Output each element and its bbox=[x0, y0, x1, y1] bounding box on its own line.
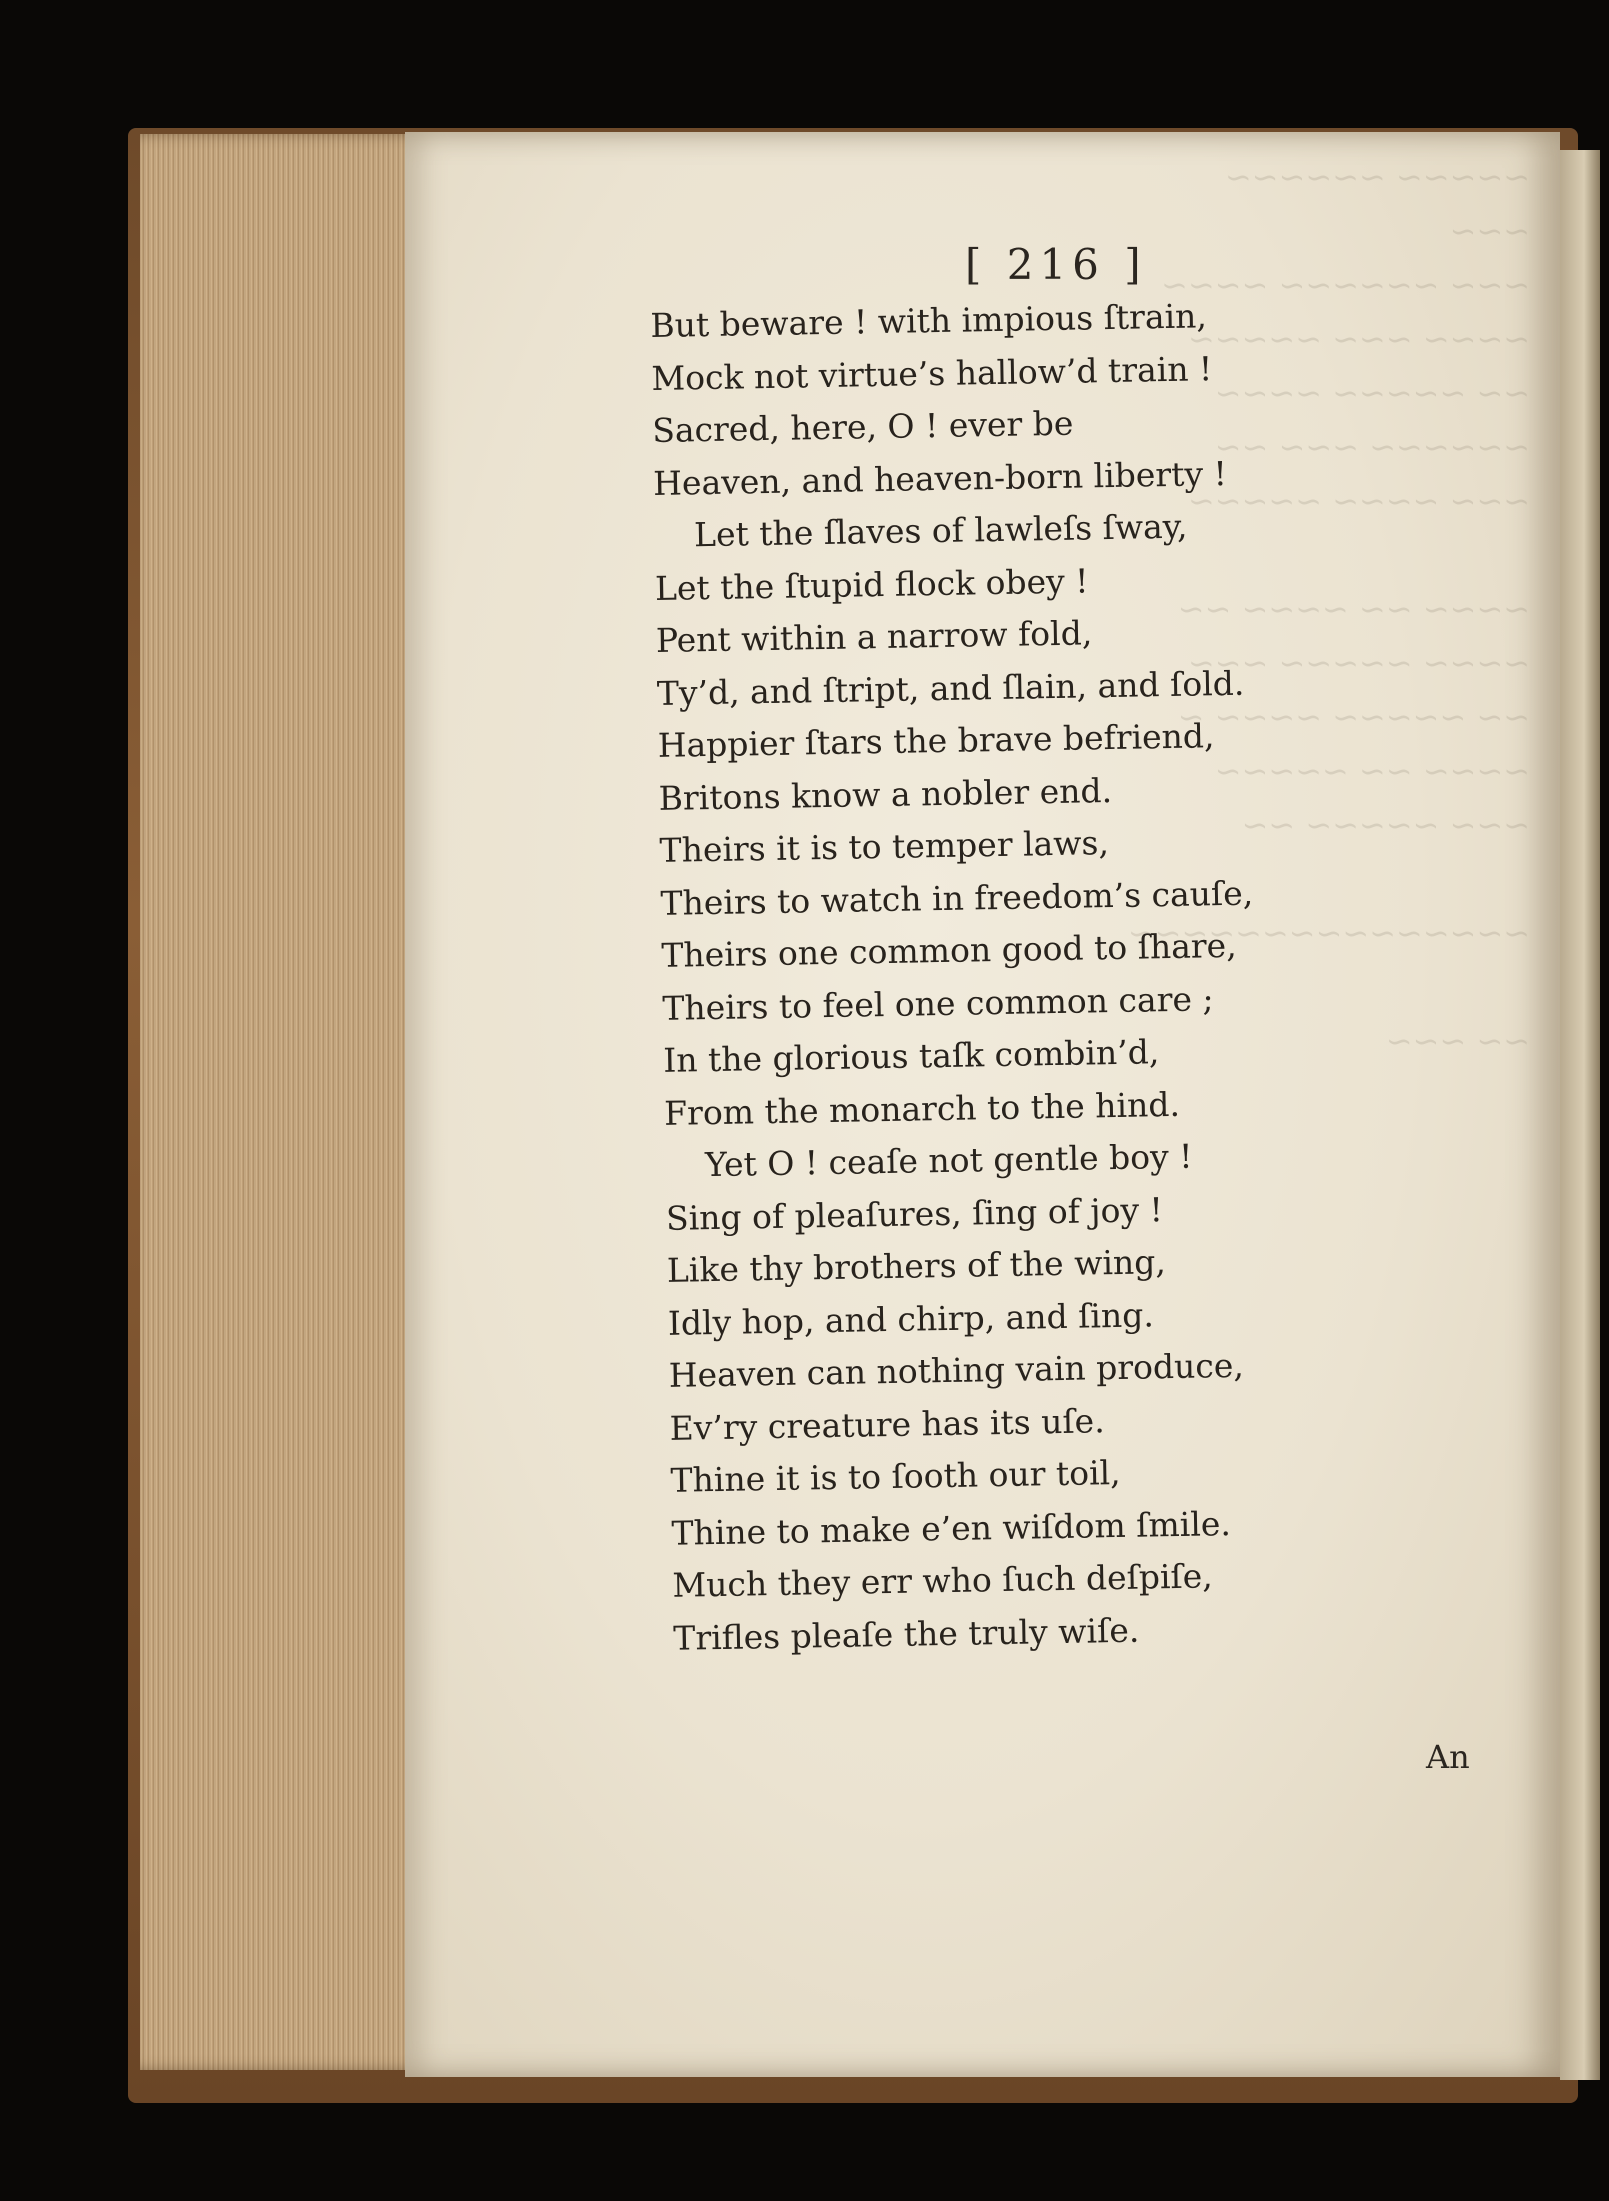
poem-line: Idly hop, and chirp, and ſing. bbox=[667, 1294, 1155, 1343]
facing-page-edge bbox=[1560, 150, 1600, 2080]
poem-line: Heaven, and heaven-born liberty ! bbox=[652, 453, 1228, 503]
poem-line: Happier ſtars the brave befriend, bbox=[657, 716, 1215, 765]
poem-line: Much they err who ſuch deſpiſe, bbox=[672, 1556, 1214, 1605]
poem-line: Heaven can nothing vain produce, bbox=[668, 1345, 1245, 1395]
poem-line: Theirs to watch in freedom’s cauſe, bbox=[660, 873, 1254, 923]
page-edges bbox=[140, 134, 445, 2070]
poem-line: Theirs to feel one common care ; bbox=[662, 978, 1214, 1028]
poem-line: Like thy brothers of the wing, bbox=[666, 1242, 1167, 1290]
poem-line: Theirs one common good to ſhare, bbox=[661, 925, 1237, 975]
poem-line: Yet O ! ceaſe not gentle boy ! bbox=[704, 1136, 1193, 1185]
catchword: An bbox=[1426, 1738, 1470, 1776]
poem-line: Ty’d, and ſtript, and ſlain, and ſold. bbox=[656, 663, 1245, 713]
poem-line: Trifles pleaſe the truly wiſe. bbox=[673, 1610, 1140, 1658]
poem-line: Mock not virtue’s hallow’d train ! bbox=[651, 348, 1213, 398]
poem-text bbox=[650, 289, 1314, 1665]
poem-line: Sing of pleaſures, ſing of joy ! bbox=[665, 1189, 1164, 1238]
poem-line: Theirs it is to temper laws, bbox=[659, 823, 1110, 870]
poem-line: But beware ! with impious ſtrain, bbox=[650, 296, 1208, 345]
poem-line: Pent within a narrow fold, bbox=[655, 613, 1093, 660]
poem-line: Let the ſlaves of lawleſs ſway, bbox=[693, 506, 1188, 555]
poem-line: From the monarch to the hind. bbox=[663, 1084, 1181, 1133]
poem-line: Thine it is to ſooth our toil, bbox=[670, 1452, 1121, 1500]
poem-line: In the glorious taſk combin’d, bbox=[662, 1032, 1160, 1080]
poem-line: Sacred, here, O ! ever be bbox=[651, 403, 1074, 450]
poem-line: Ev’ry creature has its uſe. bbox=[669, 1400, 1105, 1448]
page-number: [ 216 ] bbox=[965, 240, 1147, 289]
poem-line: Let the ſtupid flock obey ! bbox=[654, 560, 1089, 608]
poem-line: Thine to make e’en wiſdom ſmile. bbox=[671, 1503, 1232, 1553]
poem-line: Britons know a nobler end. bbox=[658, 770, 1113, 818]
